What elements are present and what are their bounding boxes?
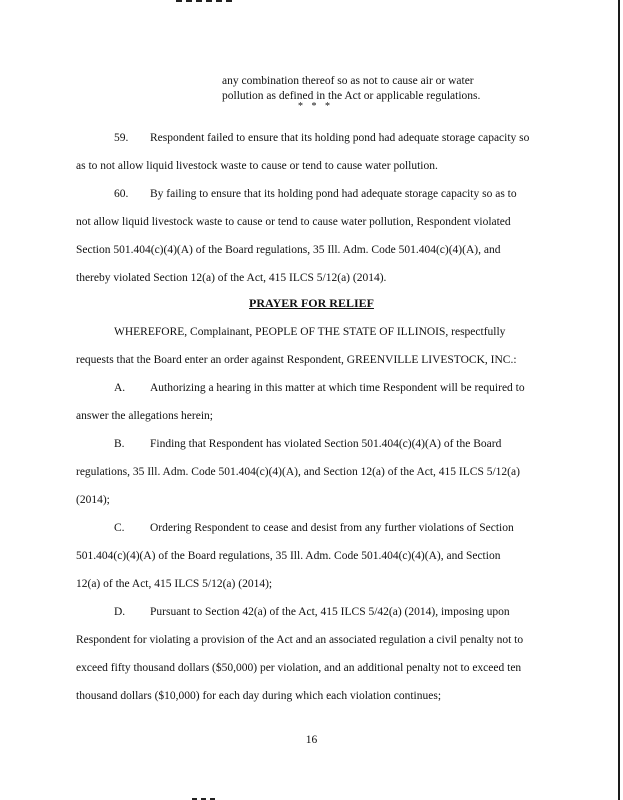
- paragraph-60-line-2: not allow liquid livestock waste to cause or tend to cause water pollution, Respondent violated: [76, 216, 511, 228]
- item-a-line-1: Authorizing a hearing in this matter at which time Respondent will be required to: [150, 382, 525, 394]
- item-a-line-2: answer the allegations herein;: [76, 410, 213, 422]
- item-c-line-3: 12(a) of the Act, 415 ILCS 5/12(a) (2014);: [76, 578, 273, 590]
- paragraph-60-number: 60.: [114, 188, 129, 200]
- item-d-line-3: exceed fifty thousand dollars ($50,000) per violation, and an additional penalty not to exceed ten: [76, 662, 522, 674]
- item-b-line-2: regulations, 35 Ill. Adm. Code 501.404(c)(4)(A), and Section 12(a) of the Act, 415 ILCS 5/12(a): [76, 466, 520, 478]
- item-a-label: A.: [114, 382, 126, 394]
- item-d-label: D.: [114, 606, 126, 618]
- prayer-heading: [0, 296, 623, 311]
- item-b-line-1: Finding that Respondent has violated Section 501.404(c)(4)(A) of the Board: [150, 438, 502, 450]
- paragraph-60-line-4: thereby violated Section 12(a) of the Act, 415 ILCS 5/12(a) (2014).: [76, 272, 387, 284]
- paragraph-59-line-1: Respondent failed to ensure that its holding pond had adequate storage capacity so: [150, 132, 530, 144]
- quote-line-1: any combination thereof so as not to cause air or water: [222, 75, 474, 87]
- item-c-line-2: 501.404(c)(4)(A) of the Board regulations, 35 Ill. Adm. Code 501.404(c)(4)(A), and Section: [76, 550, 501, 562]
- quote-ellipsis: * * *: [298, 101, 333, 112]
- scan-edge-right: [618, 0, 620, 800]
- page-number: 16: [305, 734, 318, 746]
- item-b-label: B.: [114, 438, 125, 450]
- item-d-line-1: Pursuant to Section 42(a) of the Act, 415 ILCS 5/42(a) (2014), imposing upon: [150, 606, 510, 618]
- prayer-intro-line-2: requests that the Board enter an order against Respondent, GREENVILLE LIVESTOCK, INC.:: [76, 354, 517, 366]
- paragraph-60-line-1: By failing to ensure that its holding pond had adequate storage capacity so as to: [150, 188, 517, 200]
- item-b-line-3: (2014);: [76, 494, 110, 506]
- paragraph-59-number: 59.: [114, 132, 129, 144]
- prayer-heading-text: PRAYER FOR RELIEF: [249, 296, 374, 310]
- prayer-intro-line-1: WHEREFORE, Complainant, PEOPLE OF THE STATE OF ILLINOIS, respectfully: [114, 326, 506, 338]
- item-c-line-1: Ordering Respondent to cease and desist from any further violations of Section: [150, 522, 514, 534]
- item-d-line-2: Respondent for violating a provision of the Act and an associated regulation a civil penalty not to: [76, 634, 524, 646]
- paragraph-60-line-3: Section 501.404(c)(4)(A) of the Board regulations, 35 Ill. Adm. Code 501.404(c)(4)(A), and: [76, 244, 501, 256]
- item-c-label: C.: [114, 522, 125, 534]
- item-d-line-4: thousand dollars ($10,000) for each day during which each violation continues;: [76, 690, 442, 702]
- quote-line-2: pollution as defined in the Act or applicable regulations.: [222, 90, 481, 102]
- scan-mark-top: [176, 0, 236, 2]
- paragraph-59-line-2: as to not allow liquid livestock waste to cause or tend to cause water pollution.: [76, 160, 438, 172]
